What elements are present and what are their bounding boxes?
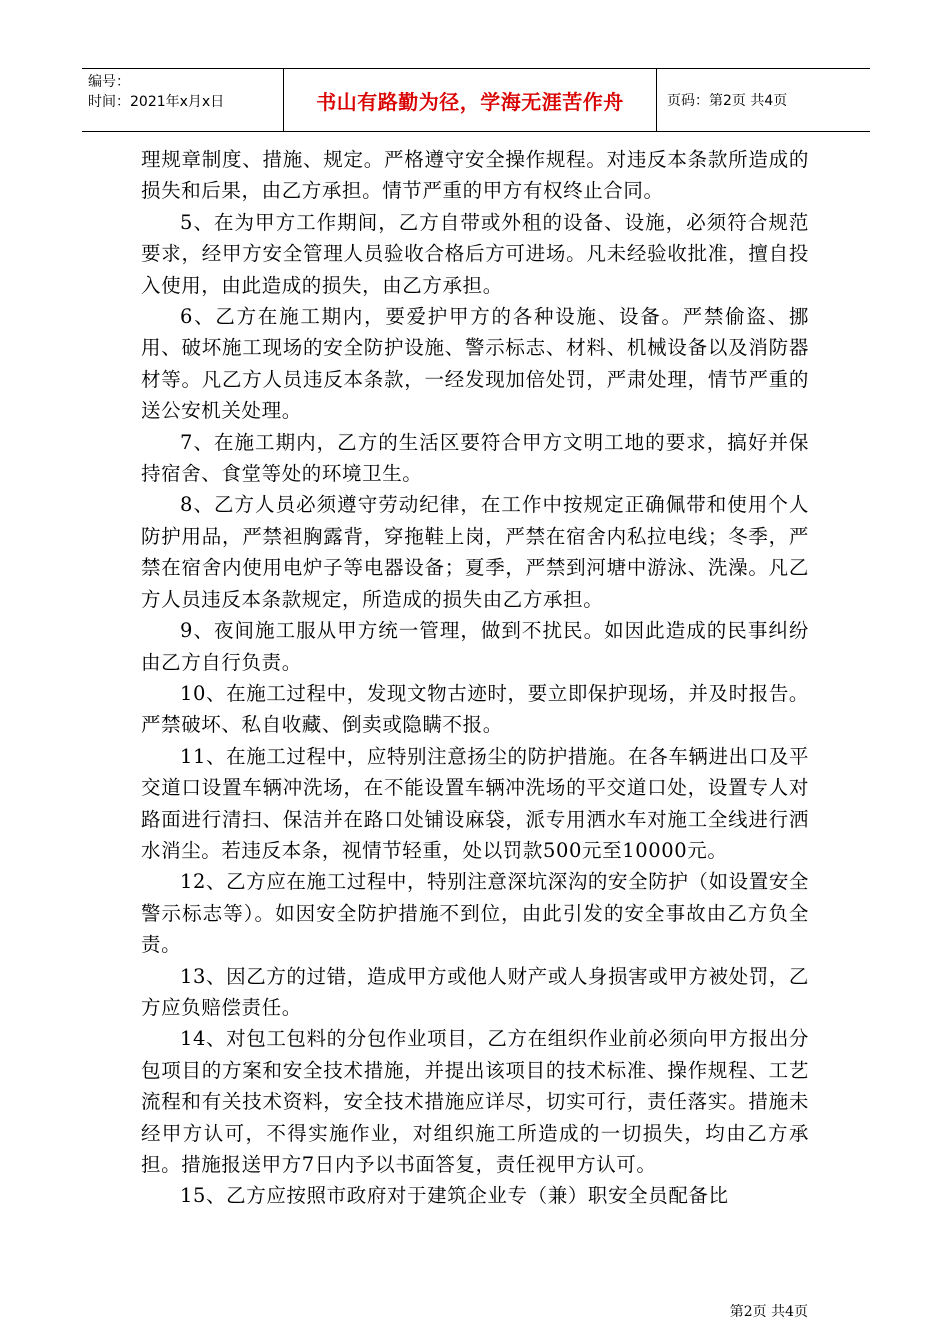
header-motto: 书山有路勤为径，学海无涯苦作舟: [284, 69, 657, 131]
clause-5: 5、在为甲方工作期间，乙方自带或外租的设备、设施，必须符合规范要求，经甲方安全管理人员验收合格后方可进场。凡未经验收批准，擅自投入使用，由此造成的损失，由乙方承担。: [141, 210, 809, 297]
footer-page-number: 第2页 共4页: [729, 1304, 808, 1320]
header-page-number: 页码：第2页 共4页: [667, 93, 788, 109]
clause-15: 15、乙方应按照市政府对于建筑企业专（兼）职安全员配备比: [180, 1184, 729, 1208]
header-table: [82, 68, 870, 132]
clause-9: 9、夜间施工服从甲方统一管理，做到不扰民。如因此造成的民事纠纷由乙方自行负责。: [141, 619, 809, 674]
header-meta: [82, 69, 284, 131]
clause-11: 11、在施工过程中，应特别注意扬尘的防护措施。在各车辆进出口及平交道口设置车辆冲洗场，在不能设置车辆冲洗场的平交道口处，设置专人对路面进行清扫、保洁并在路口处铺设麻袋，派专用洒水车对施工全线进行洒水消尘。若违反本条，视情节轻重，处以罚款500元至10000元。: [141, 744, 810, 862]
clause-7: 7、在施工期内，乙方的生活区要符合甲方文明工地的要求，搞好并保持宿舍、食堂等处的环境卫生。: [141, 430, 809, 486]
clause-8: 8、乙方人员必须遵守劳动纪律，在工作中按规定正确佩带和使用个人防护用品，严禁袒胸露背，穿拖鞋上岗，严禁在宿舍内私拉电线；冬季，严禁在宿舍内使用电炉子等电器设备；夏季，严禁到河塘中游泳、洗澡。凡乙方人员违反本条款规定，所造成的损失由乙方承担。: [141, 493, 809, 611]
paragraph-continuation: 理规章制度、措施、规定。严格遵守安全操作规程。对违反本条款所造成的损失和后果，由乙方承担。情节严重的甲方有权终止合同。: [141, 148, 809, 203]
clause-6: 6、乙方在施工期内，要爱护甲方的各种设施、设备。严禁偷盗、挪用、破坏施工现场的安全防护设施、警示标志、材料、机械设备以及消防器材等。凡乙方人员违反本条款，一经发现加倍处罚，严肃处理，情节严重的送公安机关处理。: [141, 305, 809, 423]
document-number-label: 编号：: [88, 74, 130, 90]
document-body: [141, 144, 809, 1212]
clause-10: 10、在施工过程中，发现文物古迹时，要立即保护现场，并及时报告。严禁破坏、私自收藏、倒卖或隐瞒不报。: [141, 681, 810, 737]
clause-13: 13、因乙方的过错，造成甲方或他人财产或人身损害或甲方被处罚，乙方应负赔偿责任。: [141, 964, 810, 1019]
clause-12: 12、乙方应在施工过程中，特别注意深坑深沟的安全防护（如设置安全警示标志等）。如因安全防护措施不到位，由此引发的安全事故由乙方负全责。: [141, 870, 810, 957]
clause-14: 14、对包工包料的分包作业项目，乙方在组织作业前必须向甲方报出分包项目的方案和安全技术措施，并提出该项目的技术标准、操作规程、工艺流程和有关技术资料，安全技术措施应详尽，切实可行，责任落实。措施未经甲方认可，不得实施作业，对组织施工所造成的一切损失，均由乙方承担。措施报送甲方7日内予以书面答复，责任视甲方认可。: [141, 1027, 810, 1176]
document-date-label: 时间：2021年x月x日: [88, 94, 225, 110]
